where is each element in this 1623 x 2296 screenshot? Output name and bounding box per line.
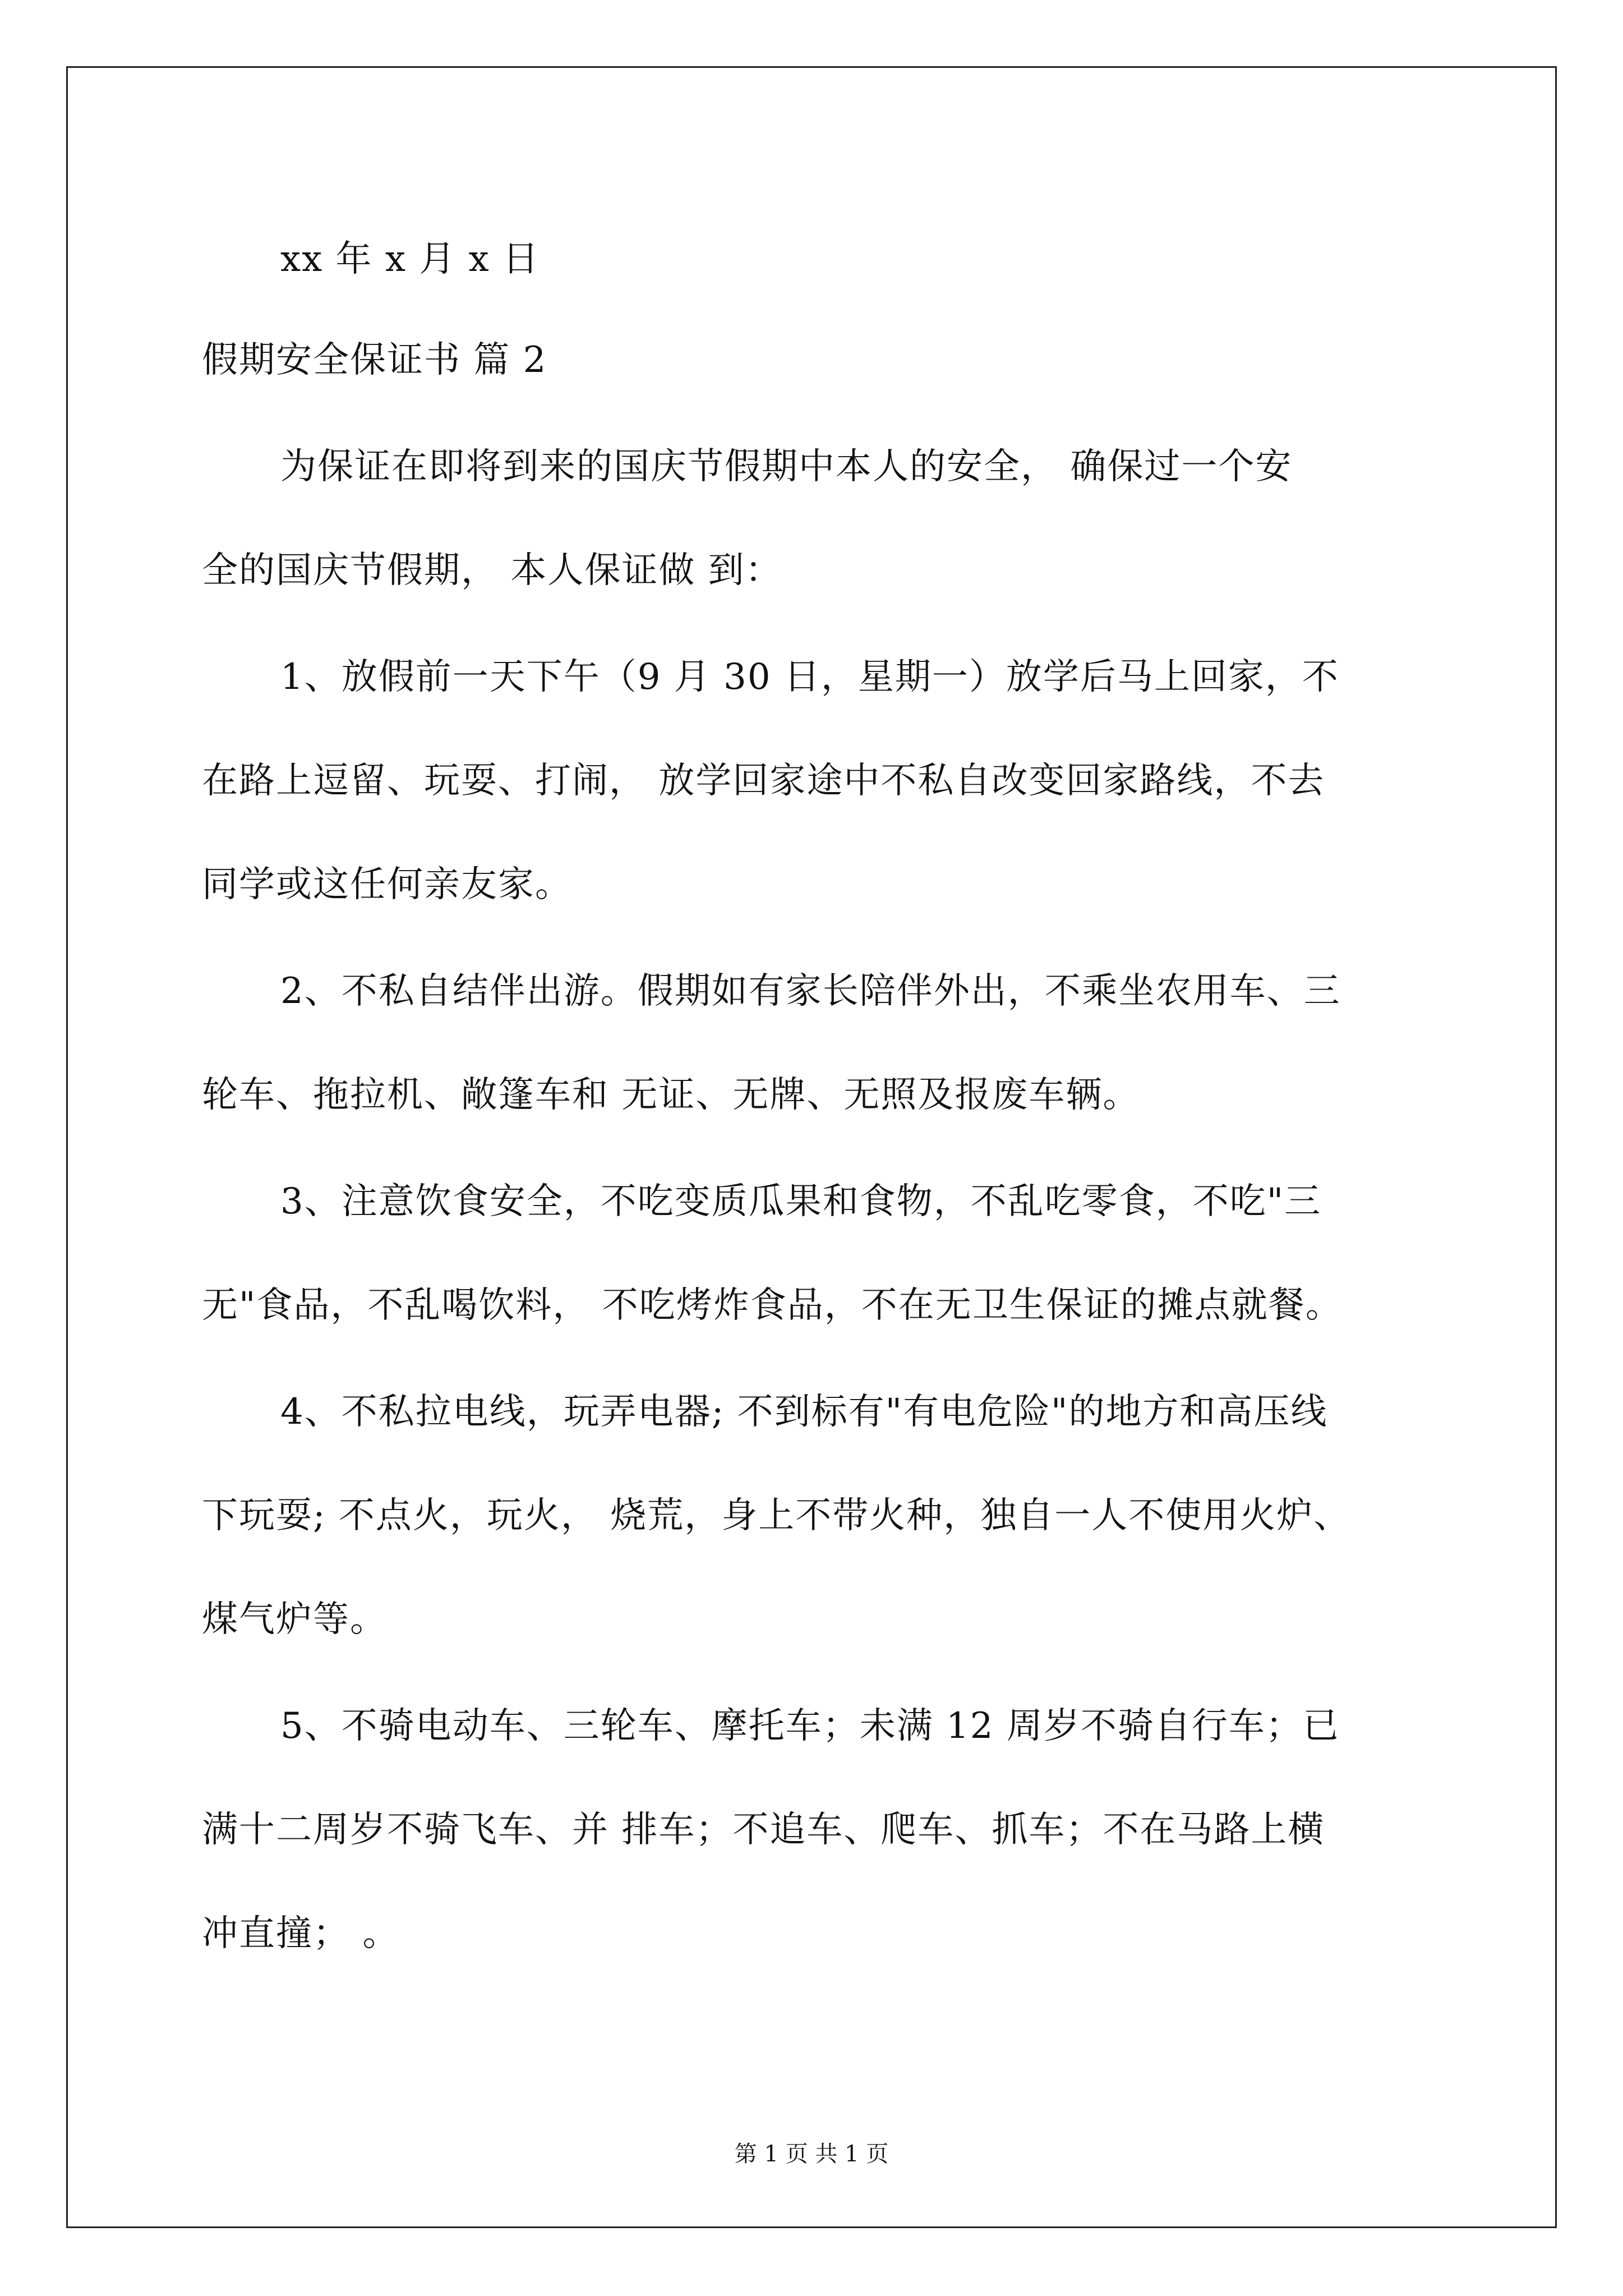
paragraph-line: 下玩耍; 不点火，玩火， 烧荒，身上不带火种，独自一人不使用火炉、 xyxy=(202,1495,1351,1536)
date-line: xx 年 x 月 x 日 xyxy=(280,238,540,280)
page-border xyxy=(66,66,1557,2228)
paragraph-line: 冲直撞； 。 xyxy=(202,1913,400,1954)
paragraph-line: 1、放假前一天下午（9 月 30 日，星期一）放学后马上回家，不 xyxy=(280,656,1339,698)
paragraph-line: 4、不私拉电线，玩弄电器; 不到标有"有电危险"的地方和高压线 xyxy=(280,1391,1328,1433)
paragraph-line: 全的国庆节假期， 本人保证做 到： xyxy=(202,550,782,591)
paragraph-line: 同学或这任何亲友家。 xyxy=(202,864,572,905)
section-title: 假期安全保证书 篇 2 xyxy=(202,339,547,381)
paragraph-line: 2、不私自结伴出游。假期如有家长陪伴外出，不乘坐农用车、三 xyxy=(280,970,1341,1012)
paragraph-line: 在路上逗留、玩耍、打闹， 放学回家途中不私自改变回家路线，不去 xyxy=(202,760,1325,802)
paragraph-line: 5、不骑电动车、三轮车、摩托车；未满 12 周岁不骑自行车；已 xyxy=(280,1705,1340,1747)
paragraph-line: 无"食品，不乱喝饮料， 不吃烤炸食品，不在无卫生保证的摊点就餐。 xyxy=(202,1285,1343,1326)
page-footer: 第 1 页 共 1 页 xyxy=(734,2141,889,2167)
paragraph-line: 为保证在即将到来的国庆节假期中本人的安全， 确保过一个安 xyxy=(280,446,1293,487)
paragraph-line: 3、注意饮食安全，不吃变质瓜果和食物，不乱吃零食，不吃"三 xyxy=(280,1181,1322,1222)
paragraph-line: 轮车、拖拉机、敞篷车和 无证、无牌、无照及报废车辆。 xyxy=(202,1074,1140,1116)
paragraph-line: 满十二周岁不骑飞车、并 排车；不追车、爬车、抓车；不在马路上横 xyxy=(202,1809,1325,1851)
paragraph-line: 煤气炉等。 xyxy=(202,1599,387,1640)
